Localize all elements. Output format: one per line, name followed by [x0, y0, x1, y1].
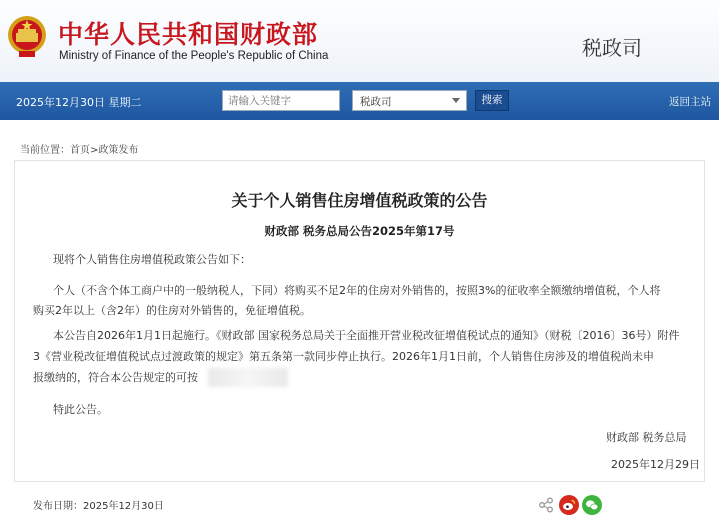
article-paragraph: 3《营业税改征增值税试点过渡政策的规定》第五条第一款同步停止执行。2026年1月1日前，个人销售住房涉及的增值税尚未申: [33, 350, 654, 363]
publish-date: 发布日期：2025年12月30日: [33, 501, 164, 512]
home-link[interactable]: 返回主站: [669, 96, 711, 108]
weibo-glyph-icon: [559, 495, 579, 515]
article-paragraph: 个人（不含个体工商户中的一般纳税人，下同）将购买不足2年的住房对外销售的，按照3%的征收率全额缴纳增值税，个人将: [53, 284, 661, 297]
article-signature: 财政部 税务总局: [606, 431, 687, 444]
wechat-icon[interactable]: [582, 495, 602, 515]
breadcrumb: [20, 141, 138, 156]
chevron-down-icon: [452, 98, 460, 103]
article-paragraph: 现将个人销售住房增值税政策公告如下：: [53, 253, 251, 266]
department-name: 税政司: [582, 36, 642, 60]
breadcrumb-prefix: 当前位置：: [20, 145, 70, 156]
breadcrumb-home[interactable]: 首页: [70, 145, 90, 156]
breadcrumb-section[interactable]: 政策发布: [98, 145, 139, 156]
nav-bar: [0, 82, 719, 120]
wechat-glyph-icon: [582, 495, 602, 515]
department-select[interactable]: [352, 90, 467, 111]
article-sign-date: 2025年12月29日: [611, 458, 700, 471]
article-subtitle: 财政部 税务总局公告2025年第17号: [264, 224, 455, 238]
article-paragraph: 本公告自2026年1月1日起施行。《财政部 国家税务总局关于全面推开营业税改征增值税试点的通知》（财税〔2016〕36号）附件: [53, 329, 680, 342]
site-title-cn[interactable]: 中华人民共和国财政部: [58, 20, 319, 49]
blurred-overlay: [208, 368, 288, 387]
article-paragraph: 报缴纳的，符合本公告规定的可按: [33, 371, 198, 384]
weibo-icon[interactable]: [559, 495, 579, 515]
select-value: 税政司: [360, 96, 392, 108]
article-paragraph: 购买2年以上（含2年）的住房对外销售的，免征增值税。: [33, 304, 311, 317]
site-title-en: Ministry of Finance of the People's Republic of China: [59, 50, 329, 62]
breadcrumb-separator: >: [90, 145, 99, 156]
share-icon[interactable]: [538, 497, 554, 513]
site-header: [0, 0, 719, 82]
search-input[interactable]: [222, 90, 340, 111]
search-button[interactable]: 搜索: [475, 90, 509, 111]
article-closing: 特此公告。: [53, 403, 108, 416]
national-emblem-icon: [6, 13, 48, 61]
current-date: 2025年12月30日 星期二: [16, 96, 142, 109]
article-title: 关于个人销售住房增值税政策的公告: [231, 191, 488, 210]
